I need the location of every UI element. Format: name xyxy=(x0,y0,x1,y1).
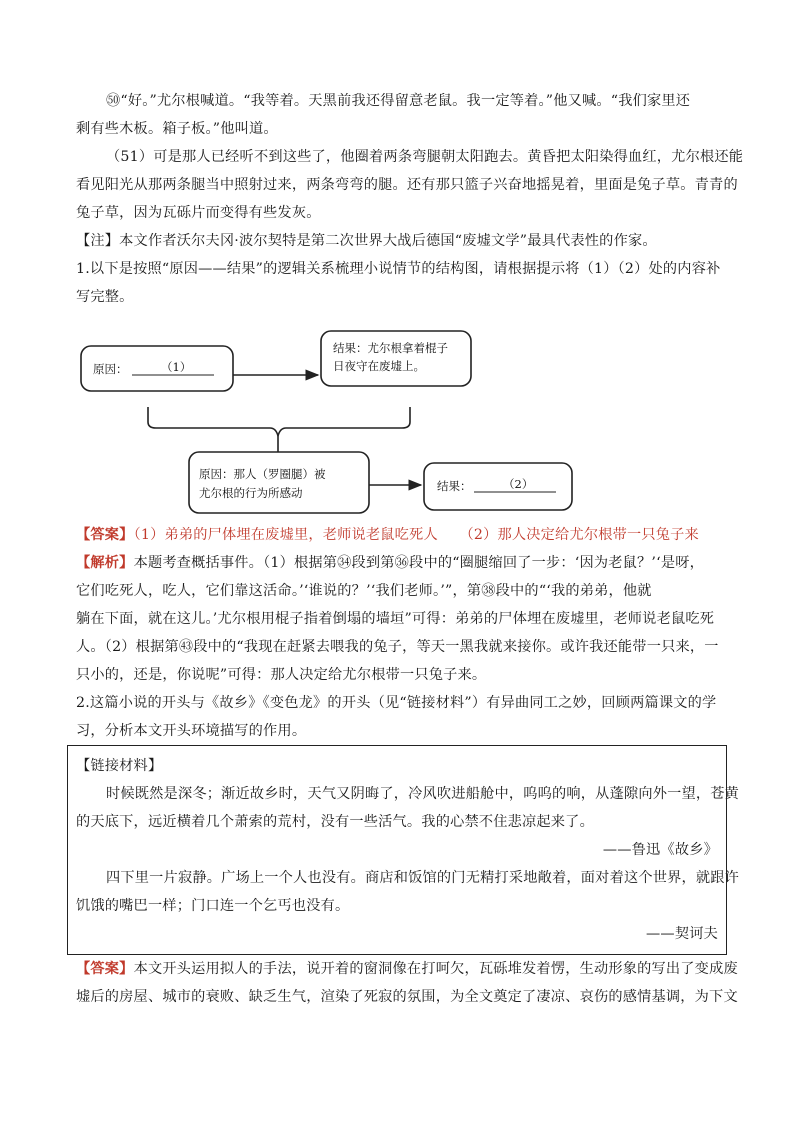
author-note: 【注】本文作者沃尔夫冈·波尔契特是第二次世界大战后德国“废墟文学”最具代表性的作家。 xyxy=(76,233,657,249)
question-1-line-1: 1.以下是按照“原因——结果”的逻辑关系梳理小说情节的结构图，请根据提示将（1）（2）处的内容补 xyxy=(76,261,721,277)
guxiang-line-1: 时候既然是深冬；渐近故乡时，天气又阴晦了，冷风吹进船舱中，呜呜的响，从蓬隙向外一望，苍黄 xyxy=(106,786,740,802)
answer-1 xyxy=(76,521,718,549)
link-material-title: 【链接材料】 xyxy=(76,758,163,774)
analysis-1-text: 本题考查概括事件。（1）根据第㉞段到第㊱段中的“圈腿缩回了一步：‘因为老鼠？’‘是呀， xyxy=(133,555,704,571)
guxiang-line-2: 的天底下，远近横着几个萧索的荒村，没有一些活气。我的心禁不住悲凉起来了。 xyxy=(76,814,594,830)
analysis-1-line-4: 人。（2）根据第㊸段中的“我现在赶紧去喂我的兔子，等天一黑我就来接你。或许我还能带一只来，一 xyxy=(76,639,719,655)
analysis-1-tag: 【解析】 xyxy=(76,555,134,571)
paragraph-50-line-2: 剩有些木板。箱子板。”他叫道。 xyxy=(76,121,278,137)
chameleon-line-1: 四下里一片寂静。广场上一个人也没有。商店和饭馆的门无精打采地敞着，面对着这个世界，就跟许 xyxy=(106,870,740,886)
answer-2-text: 本文开头运用拟人的手法，说开着的窗洞像在打呵欠，瓦砾堆发着愣，生动形象的写出了变成废 xyxy=(133,961,738,977)
cause-2-line-1: 原因：那人（罗圈腿）被 xyxy=(199,467,326,481)
result-1-line-1: 结果：尤尔根拿着棍子 xyxy=(333,341,448,355)
cause-1-blank: （1） xyxy=(161,360,192,374)
answer-2-line-2: 墟后的房屋、城市的衰败、缺乏生气，渲染了死寂的氛围，为全文奠定了凄凉、哀伤的感情基调，为下文 xyxy=(76,989,738,1005)
result-2-label: 结果： xyxy=(437,479,472,493)
analysis-1-line-1 xyxy=(76,549,718,577)
question-2-line-1: 2.这篇小说的开头与《故乡》《变色龙》的开头（见“链接材料”）有异曲同工之妙，回顾两篇课文的学 xyxy=(76,695,717,711)
analysis-1-line-3: 躺在下面，就在这儿。’尤尔根用棍子指着倒塌的墙垣”可得：弟弟的尸体埋在废墟里，老师说老鼠吃死 xyxy=(76,611,715,627)
answer-1-tag: 【答案】 xyxy=(76,527,134,543)
answer-2-tag: 【答案】 xyxy=(76,961,134,977)
guxiang-source: ——鲁迅《故乡》 xyxy=(602,842,718,858)
cause-2-line-2: 尤尔根的行为所感动 xyxy=(199,486,303,500)
cause-2-box xyxy=(189,452,369,513)
paragraph-51-line-2: 看见阳光从那两条腿当中照射过来，两条弯弯的腿。还有那只篮子兴奋地摇晃着，里面是兔子草。青青的 xyxy=(76,177,738,193)
result-2-blank: （2） xyxy=(503,477,534,491)
link-material-box xyxy=(67,745,740,955)
grouping-brace xyxy=(148,407,410,436)
chameleon-source: ——契诃夫 xyxy=(646,926,718,942)
analysis-1-line-2: 它们吃死人，吃人，它们靠这活命。’‘谁说的？’‘我们老师。’”，第㊳段中的“‘我的弟弟，他就 xyxy=(76,583,652,599)
analysis-1-line-5: 只小的，还是，你说呢”可得：那人决定给尤尔根带一只兔子来。 xyxy=(76,667,487,683)
paragraph-50-line-1: ㊿“好。”尤尔根喊道。“我等着。天黑前我还得留意老鼠。我一定等着。”他又喊。“我们家里还 xyxy=(106,93,691,109)
question-2-line-2: 习，分析本文开头环境描写的作用。 xyxy=(76,723,307,739)
result-1-line-2: 日夜守在废墟上。 xyxy=(333,359,425,373)
cause-1-label: 原因： xyxy=(93,362,128,376)
answer-2-line-1 xyxy=(76,955,738,983)
paragraph-51-line-1: （51）可是那人已经听不到这些了，他圈着两条弯腿朝太阳跑去。黄昏把太阳染得血红，尤尔根还能 xyxy=(106,149,744,165)
chameleon-line-2: 饥饿的嘴巴一样；门口连一个乞丐也没有。 xyxy=(76,898,350,914)
question-1-line-2: 写完整。 xyxy=(76,289,134,305)
paragraph-51-line-3: 兔子草，因为瓦砾片而变得有些发灰。 xyxy=(76,205,321,221)
answer-1-text: （1）弟弟的尸体埋在废墟里，老师说老鼠吃死人 （2）那人决定给尤尔根带一只兔子来 xyxy=(133,527,699,543)
